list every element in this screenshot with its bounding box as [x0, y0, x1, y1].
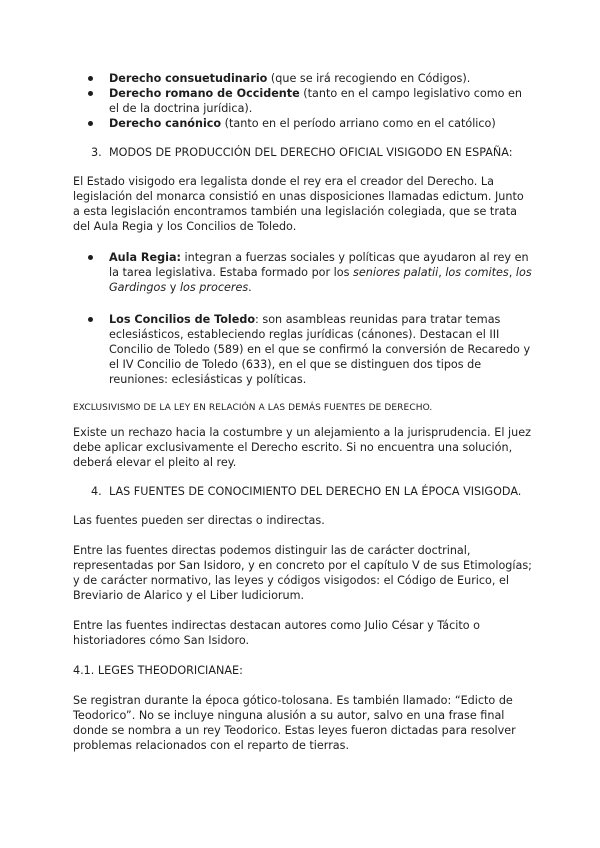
separator: ,	[508, 266, 516, 279]
list-item	[73, 86, 533, 116]
bullet-icon	[88, 255, 93, 260]
separator: y	[166, 281, 180, 294]
italic-term: los proceres	[179, 281, 249, 294]
document-page	[73, 71, 533, 753]
list-item-bold: Derecho canónico	[109, 117, 222, 130]
bullet-icon	[88, 91, 93, 96]
italic-term: seniores palatii	[353, 266, 439, 279]
paragraph-leges: Se registran durante la época gótico-tolosana. Es también llamado: “Edicto de Teodorico”. No se incluye ninguna alusión a su autor, salvo en una frase final donde se nombra a un rey Teodorico. Estas leyes fueron dictadas para resolver problemas relacionados con el reparto de tierras.	[73, 694, 516, 752]
list-item-text: (tanto en el campo legislativo como en el de la doctrina jurídica).	[109, 87, 523, 115]
section-3-heading	[73, 145, 533, 160]
list-item	[73, 71, 533, 86]
list-item-text: (que se irá recogiendo en Códigos).	[267, 72, 471, 85]
list-item-aula-regia	[73, 250, 533, 295]
separator: ,	[438, 266, 446, 279]
subsection-4-1-heading: 4.1. LEGES THEODORICIANAE:	[73, 664, 243, 677]
section-number: 4.	[91, 485, 102, 498]
italic-term: los Gardingos	[109, 266, 532, 294]
list-item-bold: Los Concilios de Toledo	[109, 313, 256, 326]
list-item-text: (tanto en el período arriano como en el católico)	[221, 117, 496, 130]
paragraph-exclusivismo: Existe un rechazo hacia la costumbre y un alejamiento a la jurisprudencia. El juez debe aplicar exclusivamente el Derecho escrito. Si no encuentra una solución, deberá elevar el pleito al rey.	[73, 426, 531, 469]
separator: .	[248, 281, 252, 294]
list-item-text: integran a fuerzas sociales y políticas que ayudaron al rey en la tarea legislativa. Estaba formado por los	[109, 251, 529, 279]
paragraph-estado: El Estado visigodo era legalista donde el rey era el creador del Derecho. La legislación del monarca consistió en unas disposiciones llamadas edictum. Junto a esta legislación encontramos también una legislación colegiada, que se trata del Aula Regia y los Concilios de Toledo.	[73, 175, 524, 233]
section-title: LAS FUENTES DE CONOCIMIENTO DEL DERECHO EN LA ÉPOCA VISIGODA.	[109, 485, 522, 498]
exclusivismo-heading: EXCLUSIVISMO DE LA LEY EN RELACIÓN A LAS DEMÁS FUENTES DE DERECHO.	[73, 403, 433, 413]
list-item-concilios	[73, 312, 533, 387]
section-4-heading	[73, 484, 533, 499]
bullet-icon	[88, 121, 93, 126]
list-item	[73, 116, 533, 131]
section-number: 3.	[91, 146, 102, 159]
list-item-bold: Derecho romano de Occidente	[109, 87, 300, 100]
intro-list	[73, 71, 533, 131]
paragraph-indirectas: Entre las fuentes indirectas destacan autores como Julio César y Tácito o historiadores cómo San Isidoro.	[73, 619, 481, 647]
sources-list	[73, 250, 533, 387]
bullet-icon	[88, 76, 93, 81]
italic-term: los comites	[445, 266, 509, 279]
list-item-text: : son asambleas reunidas para tratar temas eclesiásticos, estableciendo reglas jurídicas (cánones). Destacan el III Concilio de Toledo (589) en el que se confirmó la conversión de Recaredo y el IV Concilio de Toledo (633), en el que se distinguen dos tipos de reuniones: eclesiásticas y políticas.	[109, 313, 531, 386]
section-title: MODOS DE PRODUCCIÓN DEL DERECHO OFICIAL VISIGODO EN ESPAÑA:	[109, 146, 513, 159]
paragraph-directas: Entre las fuentes directas podemos distinguir las de carácter doctrinal, representadas por San Isidoro, y en concreto por el capítulo V de sus Etimologías; y de carácter normativo, las leyes y códigos visigodos: el Código de Eurico, el Breviario de Alarico y el Liber Iudiciorum.	[73, 544, 532, 602]
paragraph-fuentes: Las fuentes pueden ser directas o indirectas.	[73, 514, 325, 527]
bullet-icon	[88, 317, 93, 322]
list-item-bold: Aula Regia:	[109, 251, 181, 264]
list-item-bold: Derecho consuetudinario	[109, 72, 268, 85]
